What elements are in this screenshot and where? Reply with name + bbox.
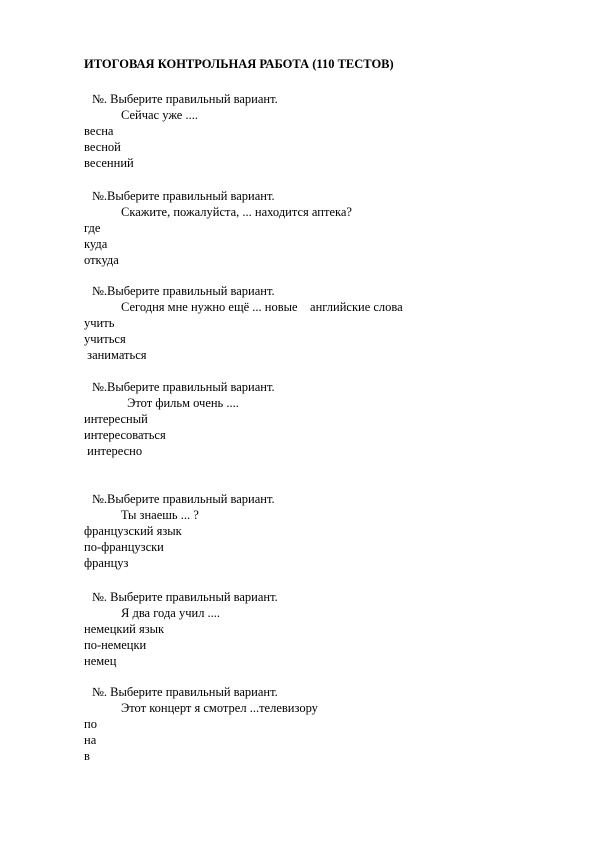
answer-option: на: [84, 733, 97, 747]
question-sentence: Этот фильм очень ....: [124, 396, 239, 410]
question-instruction: №.Выберите правильный вариант.: [92, 284, 275, 298]
question-instruction: №. Выберите правильный вариант.: [92, 685, 278, 699]
question-instruction: №.Выберите правильный вариант.: [92, 380, 275, 394]
question-sentence: Этот концерт я смотрел ...телевизору: [121, 701, 318, 715]
answer-option: немец: [84, 654, 117, 668]
answer-option: по: [84, 717, 97, 731]
question-block: [84, 379, 564, 459]
answer-option: где: [84, 221, 101, 235]
question-block: [84, 491, 564, 571]
answer-option: интересно: [84, 444, 143, 458]
question-instruction: №.Выберите правильный вариант.: [92, 492, 275, 506]
answer-option: французский язык: [84, 524, 182, 538]
question-sentence: Сейчас уже ....: [121, 108, 198, 122]
answer-option: по-французски: [84, 540, 164, 554]
question-sentence: Скажите, пожалуйста, ... находится аптека?: [121, 205, 352, 219]
answer-option: француз: [84, 556, 129, 570]
answer-option: учить: [84, 316, 115, 330]
question-sentence: Сегодня мне нужно ещё ... новые английские слова: [121, 300, 403, 314]
answer-option: немецкий язык: [84, 622, 165, 636]
question-block: [84, 283, 564, 363]
question-block: [84, 684, 564, 764]
answer-option: куда: [84, 237, 108, 251]
answer-option: откуда: [84, 253, 119, 267]
answer-option: по-немецки: [84, 638, 147, 652]
question-block: [84, 188, 564, 268]
question-block: [84, 91, 564, 171]
answer-option: в: [84, 749, 90, 763]
question-block: [84, 589, 564, 669]
answer-option: весной: [84, 140, 121, 154]
answer-option: весна: [84, 124, 114, 138]
question-instruction: №.Выберите правильный вариант.: [92, 189, 275, 203]
question-sentence: Ты знаешь ... ?: [121, 508, 199, 522]
question-sentence: Я два года учил ....: [121, 606, 221, 620]
document-title: ИТОГОВАЯ КОНТРОЛЬНАЯ РАБОТА (110 ТЕСТОВ): [84, 57, 394, 71]
question-instruction: №. Выберите правильный вариант.: [92, 92, 278, 106]
answer-option: интересоваться: [84, 428, 166, 442]
answer-option: учиться: [84, 332, 126, 346]
answer-option: интересный: [84, 412, 148, 426]
answer-option: заниматься: [84, 348, 147, 362]
answer-option: весенний: [84, 156, 134, 170]
question-instruction: №. Выберите правильный вариант.: [92, 590, 278, 604]
